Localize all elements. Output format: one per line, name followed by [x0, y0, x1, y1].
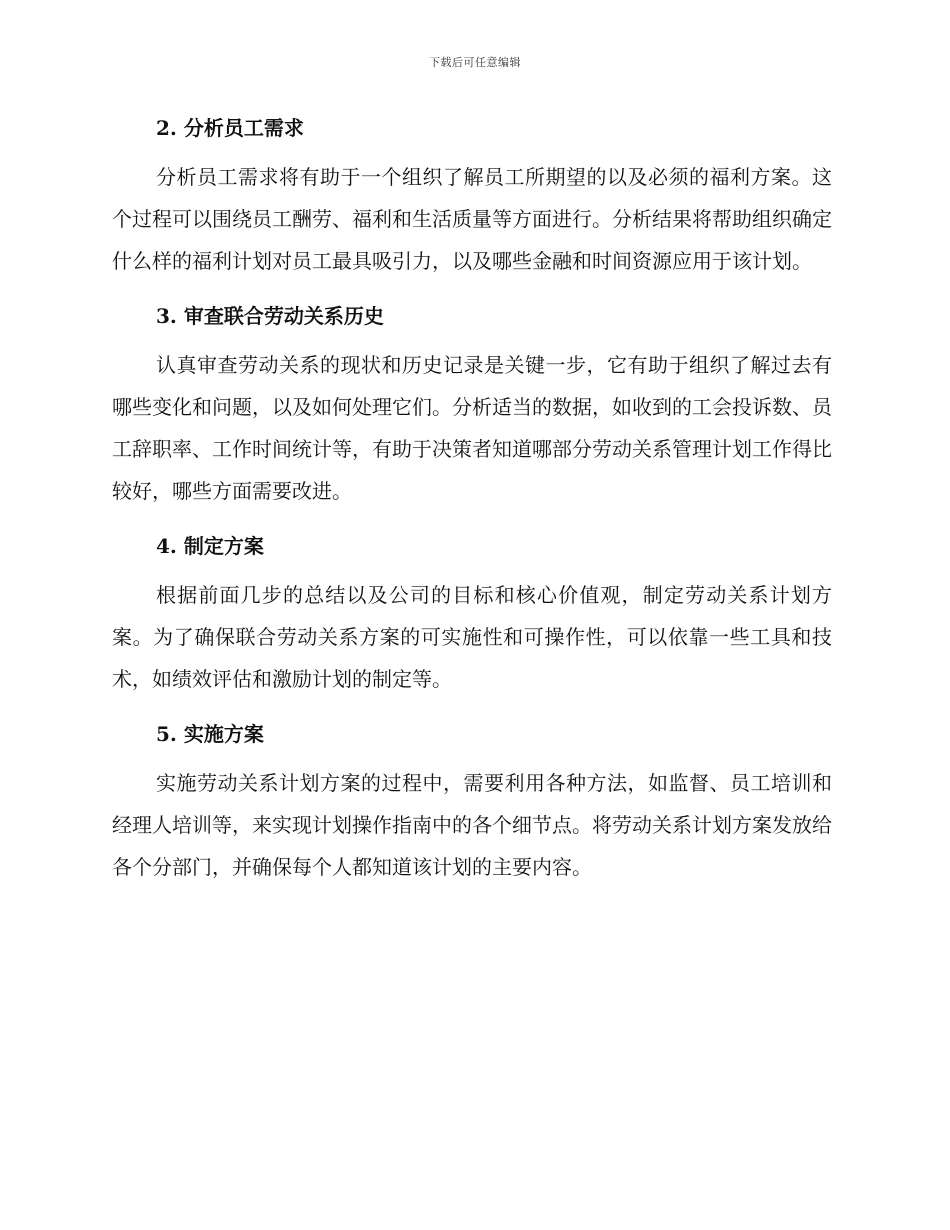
section-heading: 2. 分析员工需求	[156, 116, 304, 140]
section-analyze-employee-needs	[112, 108, 832, 282]
section-review-labor-history	[112, 296, 832, 512]
document-body	[112, 108, 832, 902]
section-implement-plan	[112, 714, 832, 888]
section-paragraph: 认真审查劳动关系的现状和历史记录是关键一步，它有助于组织了解过去有哪些变化和问题，以及如何处理它们。分析适当的数据，如收到的工会投诉数、员工辞职率、工作时间统计等，有助于决策者知道哪部分劳动关系管理计划工作得比较好，哪些方面需要改进。	[112, 353, 832, 503]
section-paragraph: 分析员工需求将有助于一个组织了解员工所期望的以及必须的福利方案。这个过程可以围绕员工酬劳、福利和生活质量等方面进行。分析结果将帮助组织确定什么样的福利计划对员工最具吸引力，以及哪些金融和时间资源应用于该计划。	[112, 165, 832, 273]
section-heading: 3. 审查联合劳动关系历史	[156, 304, 384, 328]
section-heading: 5. 实施方案	[156, 722, 264, 746]
section-formulate-plan	[112, 526, 832, 700]
page-header-note: 下载后可任意编辑	[429, 56, 521, 69]
section-heading: 4. 制定方案	[156, 534, 264, 558]
section-paragraph: 根据前面几步的总结以及公司的目标和核心价值观，制定劳动关系计划方案。为了确保联合劳动关系方案的可实施性和可操作性，可以依靠一些工具和技术，如绩效评估和激励计划的制定等。	[112, 583, 832, 691]
section-paragraph: 实施劳动关系计划方案的过程中，需要利用各种方法，如监督、员工培训和经理人培训等，来实现计划操作指南中的各个细节点。将劳动关系计划方案发放给各个分部门，并确保每个人都知道该计划的主要内容。	[112, 771, 832, 879]
